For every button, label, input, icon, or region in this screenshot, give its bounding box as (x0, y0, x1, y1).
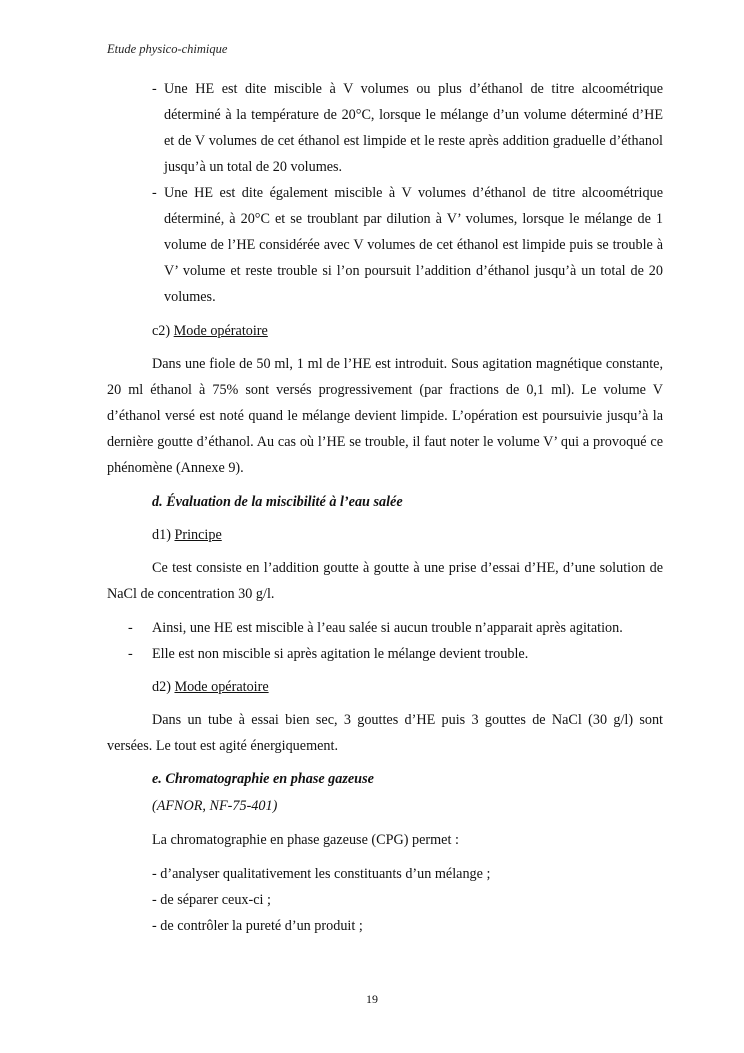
list-item (152, 180, 663, 310)
list-item-text: Une HE est dite miscible à V volumes ou plus d’éthanol de titre alcoométrique déterminé à la température de 20°C, lorsque le mélange d’un volume déterminé d’HE et de V volumes de cet éthanol est limpide et le reste après addition graduelle d’éthanol jusqu’à un total de 20 volumes. (164, 81, 663, 175)
list-item (152, 913, 363, 939)
list-item-text: de contrôler la pureté d’un produit ; (160, 918, 363, 934)
subsection-label: Mode opératoire (173, 323, 268, 339)
bullet-dash: - (128, 646, 133, 662)
list-item (128, 615, 623, 641)
bullet-dash: - (152, 81, 157, 97)
list-item (152, 887, 271, 913)
subsection-d2 (152, 674, 269, 700)
subsection-c2 (152, 318, 268, 344)
list-item (128, 641, 528, 667)
e-intro: La chromatographie en phase gazeuse (CPG) permet : (152, 832, 459, 848)
list-item-text: de séparer ceux-ci ; (160, 892, 271, 908)
list-item-text: Ainsi, une HE est miscible à l’eau salée si aucun trouble n’apparait après agitation. (152, 620, 623, 636)
subsection-prefix: c2) (152, 323, 174, 339)
page-number: 19 (366, 992, 378, 1006)
d2-paragraph: Dans un tube à essai bien sec, 3 gouttes d’HE puis 3 gouttes de NaCl (30 g/l) sont versées. Le tout est agité énergiquement. (107, 712, 663, 754)
subsection-label: Mode opératoire (174, 679, 269, 695)
subsection-prefix: d1) (152, 527, 175, 543)
d1-paragraph: Ce test consiste en l’addition goutte à goutte à une prise d’essai d’HE, d’une solution de NaCl de concentration 30 g/l. (107, 560, 663, 602)
subsection-label: Principe (174, 527, 222, 543)
bullet-dash: - (152, 185, 157, 201)
bullet-dash: - (152, 892, 157, 908)
miscibility-definitions (152, 76, 663, 310)
section-d-title: d. Évaluation de la miscibilité à l’eau salée (152, 494, 403, 510)
bullet-dash: - (152, 866, 157, 882)
running-header: Etude physico-chimique (107, 42, 228, 56)
list-item (152, 861, 490, 887)
list-item-text: Une HE est dite également miscible à V volumes d’éthanol de titre alcoométrique déterminé, à 20°C et se troublant par dilution à V’ volumes, lorsque le mélange de 1 volume de l’HE considérée avec V volumes de cet éthanol est limpide puis se trouble à V’ volume et reste trouble si l’on poursuit l’addition d’éthanol jusqu’à un total de 20 volumes. (164, 185, 663, 305)
subsection-d1 (152, 522, 222, 548)
bullet-dash: - (128, 620, 133, 636)
c2-paragraph: Dans une fiole de 50 ml, 1 ml de l’HE est introduit. Sous agitation magnétique constante, 20 ml éthanol à 75% sont versés progressivement (par fractions de 0,1 ml). Le volume V d’éthanol versé est noté quand le mélange devient limpide. L’opération est poursuivie jusqu’à la dernière goutte d’éthanol. Au cas où l’HE se trouble, il faut noter le volume V’ qui a provoqué ce phénomène (Annexe 9). (107, 356, 663, 476)
list-item-text: Elle est non miscible si après agitation le mélange devient trouble. (152, 646, 529, 662)
section-e-reference: (AFNOR, NF-75-401) (152, 798, 278, 814)
list-item (152, 76, 663, 180)
bullet-dash: - (152, 918, 157, 934)
section-e-title: e. Chromatographie en phase gazeuse (152, 771, 374, 787)
subsection-prefix: d2) (152, 679, 175, 695)
list-item-text: d’analyser qualitativement les constituants d’un mélange ; (160, 866, 491, 882)
